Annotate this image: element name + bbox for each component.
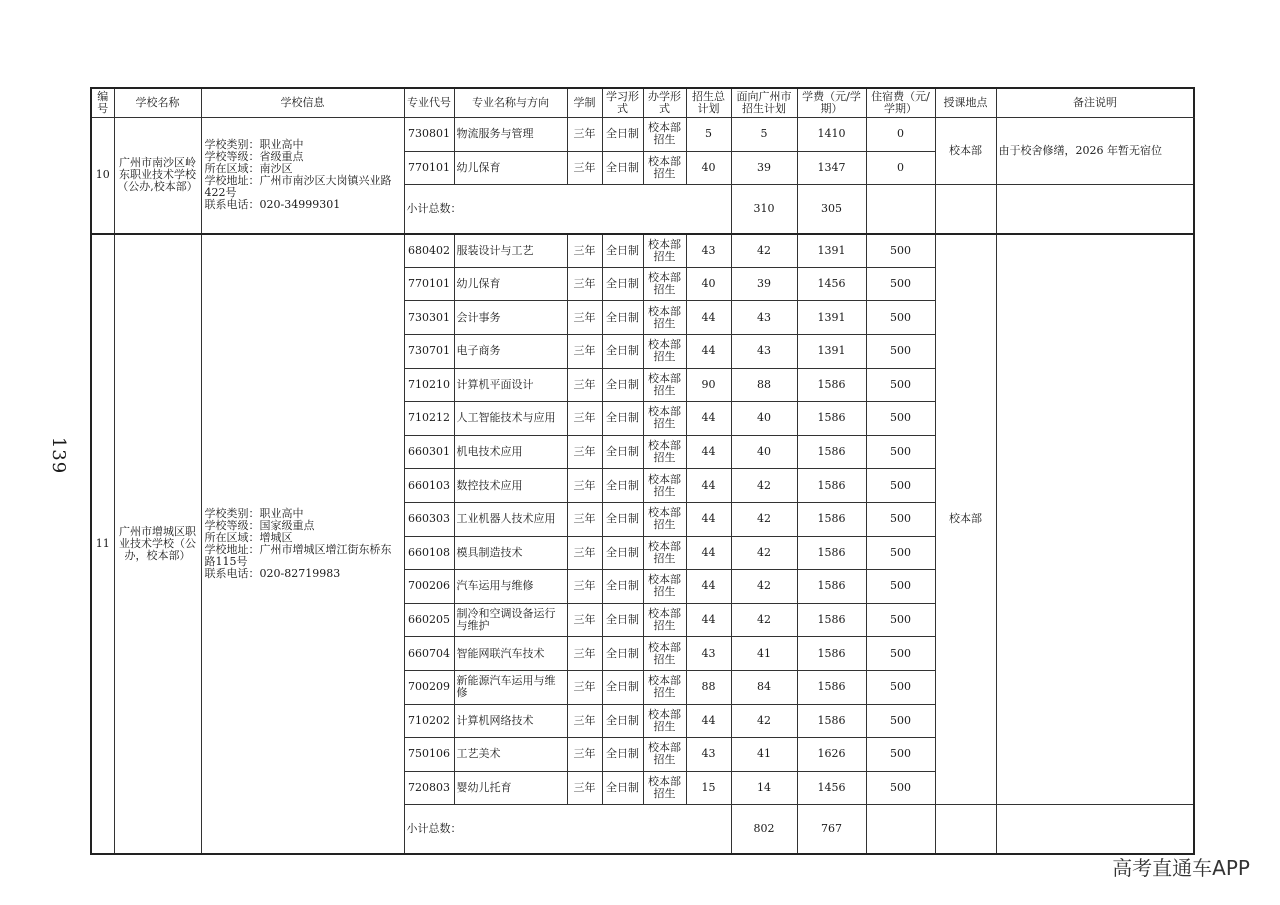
run-form: 校本部招生 <box>643 469 686 503</box>
gz-plan: 40 <box>731 435 797 469</box>
school-info <box>201 234 404 855</box>
header-study-form: 学习形式 <box>602 88 643 118</box>
dorm-fee: 500 <box>866 435 935 469</box>
study-form: 全日制 <box>602 704 643 738</box>
run-form: 校本部招生 <box>643 670 686 704</box>
total-plan: 43 <box>686 637 731 671</box>
gz-plan: 39 <box>731 267 797 301</box>
study-form: 全日制 <box>602 267 643 301</box>
dorm-fee: 500 <box>866 301 935 335</box>
table-row <box>91 234 1194 268</box>
tuition: 1456 <box>797 771 866 805</box>
tuition: 1391 <box>797 301 866 335</box>
run-form: 校本部招生 <box>643 771 686 805</box>
total-plan: 44 <box>686 402 731 436</box>
major-name: 电子商务 <box>454 334 567 368</box>
run-form: 校本部招生 <box>643 267 686 301</box>
gz-plan: 42 <box>731 704 797 738</box>
school-name: 广州市南沙区岭东职业技术学校（公办,校本部） <box>114 118 201 234</box>
major-name: 制冷和空调设备运行与维护 <box>454 603 567 637</box>
gz-plan: 40 <box>731 402 797 436</box>
school-info-line: 联系电话：020-34999301 <box>204 198 341 212</box>
duration: 三年 <box>567 234 602 268</box>
subtotal-total: 310 <box>731 185 797 234</box>
major-name: 服装设计与工艺 <box>454 234 567 268</box>
gz-plan: 42 <box>731 603 797 637</box>
major-name: 工艺美术 <box>454 738 567 772</box>
subtotal-tuition-empty <box>866 185 935 234</box>
header-duration: 学制 <box>567 88 602 118</box>
run-form: 校本部招生 <box>643 402 686 436</box>
major-code: 770101 <box>404 151 454 185</box>
major-code: 770101 <box>404 267 454 301</box>
duration: 三年 <box>567 603 602 637</box>
gz-plan: 42 <box>731 536 797 570</box>
school-info-line: 所在区域：南沙区 <box>204 162 293 176</box>
tuition: 1586 <box>797 402 866 436</box>
major-code: 710202 <box>404 704 454 738</box>
major-name: 婴幼儿托育 <box>454 771 567 805</box>
duration: 三年 <box>567 469 602 503</box>
subtotal-label: 小计总数： <box>404 185 731 234</box>
major-code: 730301 <box>404 301 454 335</box>
total-plan: 5 <box>686 118 731 152</box>
major-name: 会计事务 <box>454 301 567 335</box>
major-code: 660103 <box>404 469 454 503</box>
tuition: 1586 <box>797 704 866 738</box>
duration: 三年 <box>567 502 602 536</box>
duration: 三年 <box>567 570 602 604</box>
tuition: 1586 <box>797 368 866 402</box>
subtotal-dorm-empty <box>935 805 996 855</box>
tuition: 1626 <box>797 738 866 772</box>
school-info-line: 学校地址：广州市增城区增江街东桥东路115号 <box>204 542 392 568</box>
major-name: 计算机网络技术 <box>454 704 567 738</box>
subtotal-gz: 305 <box>797 185 866 234</box>
major-code: 660704 <box>404 637 454 671</box>
header-total-plan: 招生总计划 <box>686 88 731 118</box>
major-code: 700209 <box>404 670 454 704</box>
major-name: 数控技术应用 <box>454 469 567 503</box>
run-form: 校本部招生 <box>643 234 686 268</box>
page-number: 139 <box>48 436 70 475</box>
major-name: 汽车运用与维修 <box>454 570 567 604</box>
major-code: 680402 <box>404 234 454 268</box>
major-code: 660301 <box>404 435 454 469</box>
tuition: 1586 <box>797 603 866 637</box>
major-code: 660108 <box>404 536 454 570</box>
major-name: 新能源汽车运用与维修 <box>454 670 567 704</box>
subtotal-dorm-empty <box>935 185 996 234</box>
dorm-fee: 500 <box>866 570 935 604</box>
total-plan: 44 <box>686 435 731 469</box>
study-form: 全日制 <box>602 151 643 185</box>
dorm-fee: 500 <box>866 704 935 738</box>
gz-plan: 14 <box>731 771 797 805</box>
header-school-name: 学校名称 <box>114 88 201 118</box>
tuition: 1586 <box>797 637 866 671</box>
dorm-fee: 500 <box>866 234 935 268</box>
gz-plan: 43 <box>731 334 797 368</box>
school-info-line: 所在区域：增城区 <box>204 530 293 544</box>
major-code: 720803 <box>404 771 454 805</box>
gz-plan: 5 <box>731 118 797 152</box>
dorm-fee: 500 <box>866 267 935 301</box>
tuition: 1586 <box>797 502 866 536</box>
subtotal-location-empty <box>996 185 1194 234</box>
study-form: 全日制 <box>602 771 643 805</box>
dorm-fee: 500 <box>866 536 935 570</box>
duration: 三年 <box>567 637 602 671</box>
subtotal-label: 小计总数： <box>404 805 731 855</box>
total-plan: 15 <box>686 771 731 805</box>
duration: 三年 <box>567 368 602 402</box>
run-form: 校本部招生 <box>643 368 686 402</box>
header-major-name: 专业名称与方向 <box>454 88 567 118</box>
school-name: 广州市增城区职业技术学校（公办，校本部） <box>114 234 201 855</box>
header-remarks: 备注说明 <box>996 88 1194 118</box>
study-form: 全日制 <box>602 670 643 704</box>
duration: 三年 <box>567 670 602 704</box>
tuition: 1410 <box>797 118 866 152</box>
gz-plan: 42 <box>731 234 797 268</box>
total-plan: 44 <box>686 603 731 637</box>
gz-plan: 42 <box>731 570 797 604</box>
study-form: 全日制 <box>602 435 643 469</box>
tuition: 1586 <box>797 536 866 570</box>
total-plan: 44 <box>686 502 731 536</box>
subtotal-tuition-empty <box>866 805 935 855</box>
run-form: 校本部招生 <box>643 570 686 604</box>
total-plan: 44 <box>686 469 731 503</box>
school-info <box>201 118 404 234</box>
remark <box>996 234 1194 805</box>
study-form: 全日制 <box>602 469 643 503</box>
dorm-fee: 500 <box>866 603 935 637</box>
tuition: 1586 <box>797 469 866 503</box>
total-plan: 44 <box>686 334 731 368</box>
run-form: 校本部招生 <box>643 334 686 368</box>
dorm-fee: 500 <box>866 637 935 671</box>
gz-plan: 42 <box>731 502 797 536</box>
major-name: 工业机器人技术应用 <box>454 502 567 536</box>
header-tuition: 学费（元/学期） <box>797 88 866 118</box>
major-name: 物流服务与管理 <box>454 118 567 152</box>
school-info-line: 学校等级：国家级重点 <box>204 518 315 532</box>
major-code: 730701 <box>404 334 454 368</box>
duration: 三年 <box>567 402 602 436</box>
dorm-fee: 500 <box>866 469 935 503</box>
school-info-line: 学校类别：职业高中 <box>204 506 304 520</box>
header-no: 编号 <box>91 88 114 118</box>
major-name: 模具制造技术 <box>454 536 567 570</box>
gz-plan: 41 <box>731 637 797 671</box>
tuition: 1586 <box>797 435 866 469</box>
header-row <box>91 88 1194 118</box>
study-form: 全日制 <box>602 738 643 772</box>
major-name: 智能网联汽车技术 <box>454 637 567 671</box>
run-form: 校本部招生 <box>643 738 686 772</box>
dorm-fee: 500 <box>866 368 935 402</box>
study-form: 全日制 <box>602 570 643 604</box>
study-form: 全日制 <box>602 301 643 335</box>
gz-plan: 41 <box>731 738 797 772</box>
study-form: 全日制 <box>602 234 643 268</box>
gz-plan: 84 <box>731 670 797 704</box>
school-info-line: 联系电话：020-82719983 <box>204 566 341 580</box>
major-name: 幼儿保育 <box>454 267 567 301</box>
study-form: 全日制 <box>602 502 643 536</box>
major-code: 710210 <box>404 368 454 402</box>
total-plan: 88 <box>686 670 731 704</box>
tuition: 1586 <box>797 570 866 604</box>
tuition: 1391 <box>797 334 866 368</box>
study-form: 全日制 <box>602 368 643 402</box>
duration: 三年 <box>567 267 602 301</box>
duration: 三年 <box>567 738 602 772</box>
dorm-fee: 0 <box>866 118 935 152</box>
dorm-fee: 500 <box>866 771 935 805</box>
school-no: 11 <box>91 234 114 855</box>
subtotal-total: 802 <box>731 805 797 855</box>
duration: 三年 <box>567 301 602 335</box>
admissions-table <box>90 87 1195 855</box>
header-gz-plan: 面向广州市招生计划 <box>731 88 797 118</box>
header-major-code: 专业代号 <box>404 88 454 118</box>
subtotal-gz: 767 <box>797 805 866 855</box>
run-form: 校本部招生 <box>643 536 686 570</box>
dorm-fee: 500 <box>866 402 935 436</box>
total-plan: 43 <box>686 234 731 268</box>
study-form: 全日制 <box>602 402 643 436</box>
dorm-fee: 500 <box>866 670 935 704</box>
duration: 三年 <box>567 704 602 738</box>
total-plan: 40 <box>686 267 731 301</box>
run-form: 校本部招生 <box>643 502 686 536</box>
run-form: 校本部招生 <box>643 118 686 152</box>
header-run-form: 办学形式 <box>643 88 686 118</box>
tuition: 1456 <box>797 267 866 301</box>
tuition: 1586 <box>797 670 866 704</box>
duration: 三年 <box>567 118 602 152</box>
major-name: 幼儿保育 <box>454 151 567 185</box>
study-form: 全日制 <box>602 536 643 570</box>
location: 校本部 <box>935 234 996 805</box>
run-form: 校本部招生 <box>643 435 686 469</box>
dorm-fee: 500 <box>866 502 935 536</box>
run-form: 校本部招生 <box>643 603 686 637</box>
study-form: 全日制 <box>602 118 643 152</box>
dorm-fee: 0 <box>866 151 935 185</box>
gz-plan: 88 <box>731 368 797 402</box>
tuition: 1391 <box>797 234 866 268</box>
major-code: 730801 <box>404 118 454 152</box>
header-location: 授课地点 <box>935 88 996 118</box>
table-row <box>91 118 1194 152</box>
gz-plan: 39 <box>731 151 797 185</box>
total-plan: 43 <box>686 738 731 772</box>
major-name: 机电技术应用 <box>454 435 567 469</box>
school-info-line: 学校类别：职业高中 <box>204 138 304 152</box>
total-plan: 44 <box>686 570 731 604</box>
header-dorm-fee: 住宿费（元/学期） <box>866 88 935 118</box>
major-code: 700206 <box>404 570 454 604</box>
school-info-line: 学校地址：广州市南沙区大岗镇兴业路422号 <box>204 174 392 200</box>
duration: 三年 <box>567 536 602 570</box>
school-no: 10 <box>91 118 114 234</box>
study-form: 全日制 <box>602 334 643 368</box>
major-code: 750106 <box>404 738 454 772</box>
dorm-fee: 500 <box>866 738 935 772</box>
run-form: 校本部招生 <box>643 151 686 185</box>
watermark: 高考直通车APP <box>1112 856 1250 880</box>
major-name: 人工智能技术与应用 <box>454 402 567 436</box>
study-form: 全日制 <box>602 603 643 637</box>
duration: 三年 <box>567 334 602 368</box>
total-plan: 90 <box>686 368 731 402</box>
run-form: 校本部招生 <box>643 301 686 335</box>
total-plan: 40 <box>686 151 731 185</box>
major-code: 710212 <box>404 402 454 436</box>
duration: 三年 <box>567 151 602 185</box>
dorm-fee: 500 <box>866 334 935 368</box>
study-form: 全日制 <box>602 637 643 671</box>
subtotal-location-empty <box>996 805 1194 855</box>
school-info-line: 学校等级：省级重点 <box>204 150 304 164</box>
duration: 三年 <box>567 435 602 469</box>
remark: 由于校舍修缮，2026 年暂无宿位 <box>996 118 1194 185</box>
gz-plan: 42 <box>731 469 797 503</box>
gz-plan: 43 <box>731 301 797 335</box>
total-plan: 44 <box>686 301 731 335</box>
run-form: 校本部招生 <box>643 637 686 671</box>
major-code: 660303 <box>404 502 454 536</box>
header-school-info: 学校信息 <box>201 88 404 118</box>
total-plan: 44 <box>686 704 731 738</box>
location: 校本部 <box>935 118 996 185</box>
total-plan: 44 <box>686 536 731 570</box>
major-code: 660205 <box>404 603 454 637</box>
duration: 三年 <box>567 771 602 805</box>
tuition: 1347 <box>797 151 866 185</box>
major-name: 计算机平面设计 <box>454 368 567 402</box>
run-form: 校本部招生 <box>643 704 686 738</box>
